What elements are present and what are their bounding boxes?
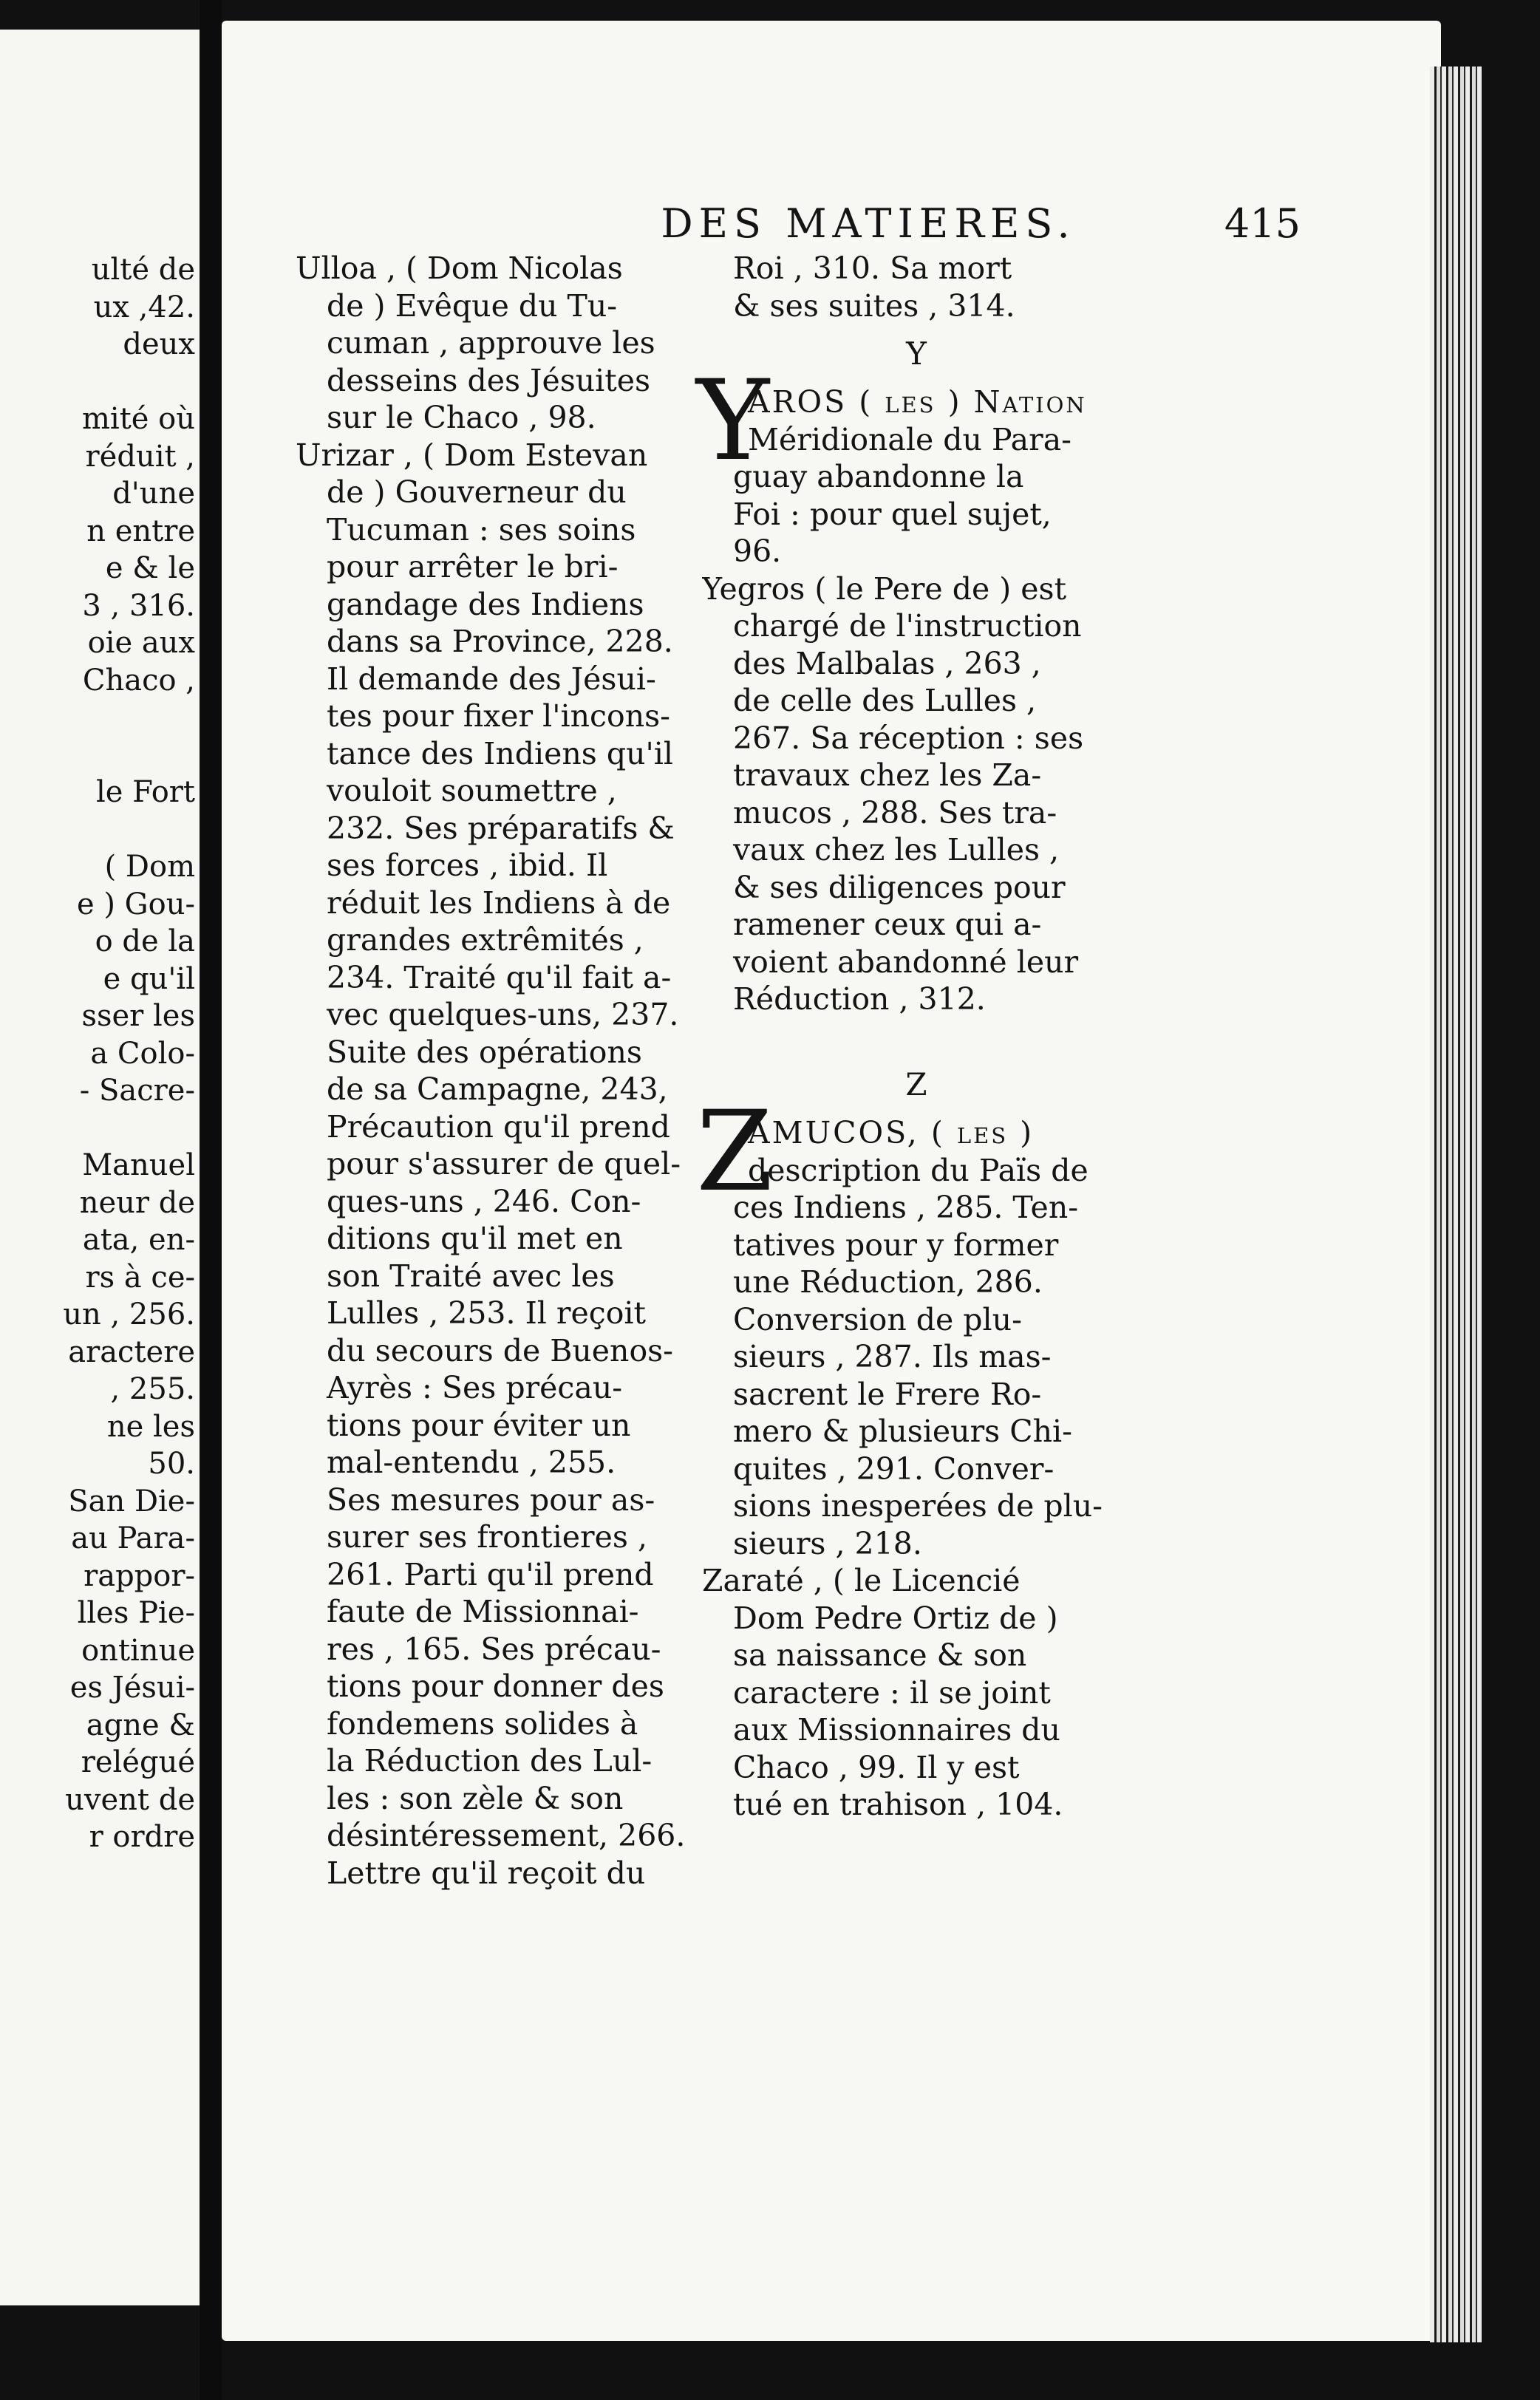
left-page-fragment: d'une — [112, 477, 195, 511]
entry-line: sieurs , 287. Ils mas- — [733, 1339, 1052, 1374]
left-page-fragment: ata, en- — [82, 1223, 195, 1257]
left-page-fragment: agne & — [86, 1708, 195, 1742]
entry-line: Conversion de plu- — [733, 1301, 1022, 1337]
left-page-fragment: - Sacre- — [79, 1074, 195, 1108]
entry-line: tué en trahison , 104. — [733, 1787, 1063, 1822]
entry-line: Réduction , 312. — [733, 981, 986, 1017]
entry-line: Précaution qu'il prend — [327, 1108, 670, 1145]
entry-line: ramener ceux qui a- — [733, 907, 1042, 942]
left-page-fragment: San Die- — [68, 1484, 195, 1518]
entry-line: quites , 291. Conver- — [733, 1450, 1055, 1487]
left-page-fragment: au Para- — [71, 1521, 195, 1555]
entry-line: description du Païs de — [748, 1152, 1088, 1188]
entry-line: Dom Pedre Ortiz de ) — [733, 1600, 1058, 1636]
entry-line: ditions qu'il met en — [327, 1221, 623, 1256]
entry-line: sieurs , 218. — [733, 1525, 922, 1561]
entry-line: 267. Sa réception : ses — [733, 720, 1084, 756]
dropcap-y: Y — [696, 357, 770, 485]
left-page-text-fragments — [18, 251, 195, 1856]
left-page-fragment: sser les — [81, 999, 195, 1033]
section-letter-z: Z — [905, 1066, 927, 1102]
entry-line: Chaco , 99. Il y est — [733, 1749, 1020, 1785]
entry-line: tes pour fixer l'incons- — [327, 698, 670, 734]
entry-line: mucos , 288. Ses tra- — [733, 794, 1057, 831]
left-page-fragment: mité où — [81, 402, 195, 436]
entry-line: la Réduction des Lul- — [327, 1743, 653, 1779]
entry-line: Ses mesures pour as- — [327, 1482, 655, 1518]
entry-line: Il demande des Jésui- — [327, 661, 656, 697]
left-page-fragment — [18, 1110, 195, 1148]
entry-line: tatives pour y former — [733, 1227, 1059, 1263]
section-letter-y: Y — [906, 335, 927, 372]
left-page-fragment: uvent de — [65, 1782, 195, 1817]
left-page-fragment: relégué — [81, 1745, 195, 1779]
left-page-fragment: n entre — [86, 514, 195, 548]
entry-line: son Traité avec les — [327, 1258, 615, 1294]
left-page-fragment — [18, 699, 195, 737]
entry-line: mero & plusieurs Chi- — [733, 1414, 1072, 1449]
entry-line: AROS ( les ) Nation — [748, 384, 1087, 420]
entry-line: guay abandonne la — [733, 459, 1024, 494]
left-page-fragment: ne les — [106, 1409, 195, 1444]
entry-line: les : son zèle & son — [327, 1780, 624, 1816]
entry-line: réduit les Indiens à de — [327, 884, 671, 921]
left-page-fragment: rappor- — [84, 1558, 195, 1593]
entry-line: ces Indiens , 285. Ten- — [733, 1190, 1079, 1225]
left-page-fragment: Chaco , — [82, 663, 195, 698]
entry-line: des Malbalas , 263 , — [733, 645, 1041, 681]
entry-line: de ) Gouverneur du — [327, 474, 627, 510]
entry-line: Méridionale du Para- — [748, 421, 1072, 457]
left-page-fragment: lles Pie- — [77, 1596, 195, 1630]
left-page-fragment — [18, 364, 195, 401]
entry-line: Tucuman : ses soins — [327, 511, 636, 548]
left-page-fragment: ( Dom — [104, 850, 195, 884]
left-page-fragment: oie aux — [87, 626, 195, 660]
entry-line: désintéressement, 266. — [327, 1818, 686, 1853]
entry-line: res , 165. Ses précau- — [327, 1631, 661, 1667]
entry-line: ques-uns , 246. Con- — [327, 1183, 641, 1219]
left-page-fragment: es Jésui- — [69, 1671, 195, 1705]
entry-line: sa naissance & son — [733, 1637, 1027, 1673]
left-facing-page — [0, 30, 202, 2305]
entry-line: cuman , approuve les — [327, 325, 655, 361]
left-page-fragment: , 255. — [110, 1372, 195, 1406]
left-page-fragment: ulté de — [91, 253, 195, 287]
left-page-fragment: 50. — [148, 1447, 195, 1481]
left-page-fragment: le Fort — [95, 775, 195, 809]
entry-line: sacrent le Frere Ro- — [733, 1376, 1042, 1412]
entry-line: desseins des Jésuites — [327, 362, 651, 398]
left-page-fragment: rs à ce- — [85, 1260, 195, 1295]
entry-line: vouloit soumettre , — [327, 773, 617, 808]
left-page-fragment: o de la — [95, 924, 195, 958]
entry-line: Lettre qu'il reçoit du — [327, 1855, 646, 1891]
entry-line: vaux chez les Lulles , — [733, 832, 1060, 867]
entry-line: AMUCOS, ( les ) — [748, 1115, 1035, 1150]
entry-line: chargé de l'instruction — [733, 608, 1082, 644]
entry-line: voient abandonné leur — [733, 944, 1079, 980]
entry-line: Urizar , ( Dom Estevan — [296, 437, 648, 473]
entry-line: 234. Traité qu'il fait a- — [327, 959, 672, 995]
index-entry-yegros — [702, 570, 1308, 1018]
book-gutter — [200, 0, 222, 2400]
entry-line: tions pour éviter un — [327, 1407, 631, 1443]
left-page-fragment: e qu'il — [103, 961, 195, 996]
dropcap-z: Z — [696, 1088, 774, 1216]
entry-line: tance des Indiens qu'il — [327, 735, 674, 771]
entry-line: 261. Parti qu'il prend — [327, 1556, 654, 1592]
left-page-fragment: deux — [123, 327, 195, 361]
entry-line: de ) Evêque du Tu- — [327, 287, 618, 324]
entry-line: mal-entendu , 255. — [327, 1445, 616, 1480]
left-page-fragment: un , 256. — [63, 1298, 195, 1332]
left-page-fragment: réduit , — [85, 439, 195, 474]
entry-line: caractere : il se joint — [733, 1674, 1051, 1711]
left-page-fragment: ontinue — [81, 1633, 195, 1668]
left-page-fragment: e & le — [105, 551, 195, 585]
left-page-fragment: r ordre — [89, 1820, 195, 1854]
left-page-fragment — [18, 811, 195, 849]
entry-line: grandes extrêmités , — [327, 922, 644, 958]
entry-line: de celle des Lulles , — [733, 683, 1037, 718]
index-entry-yaros — [696, 357, 1308, 570]
left-page-fragment — [18, 737, 195, 774]
entry-line: fondemens solides à — [327, 1705, 638, 1742]
entry-line: pour arrêter le bri- — [327, 549, 619, 584]
entry-line: aux Missionnaires du — [733, 1712, 1060, 1748]
entry-line: Ayrès : Ses précau- — [327, 1370, 623, 1405]
entry-line: une Réduction, 286. — [733, 1264, 1043, 1300]
page-edges — [1430, 67, 1482, 2342]
index-entry-zarate — [702, 1562, 1308, 1824]
left-page-fragment: ux ,42. — [93, 290, 195, 324]
entry-line: Foi : pour quel sujet, — [733, 496, 1052, 532]
entry-line: & ses suites , 314. — [733, 287, 1015, 324]
entry-line: Lulles , 253. Il reçoit — [327, 1295, 647, 1331]
left-page-fragment: neur de — [79, 1185, 195, 1220]
entry-line: surer ses frontieres , — [327, 1519, 648, 1555]
entry-line: sions inesperées de plu- — [733, 1488, 1103, 1524]
entry-line: ses forces , ibid. Il — [327, 848, 608, 883]
left-page-fragment: 3 , 316. — [82, 588, 195, 623]
left-page-fragment: a Colo- — [90, 1036, 195, 1071]
entry-line: gandage des Indiens — [327, 586, 644, 622]
entry-line: Ulloa , ( Dom Nicolas — [296, 250, 623, 286]
entry-line: Zaraté , ( le Licencié — [702, 1563, 1021, 1598]
index-page — [222, 21, 1441, 2341]
entry-line: Yegros ( le Pere de ) est — [702, 570, 1067, 607]
page-number: 415 — [1224, 200, 1301, 247]
entry-line: pour s'assurer de quel- — [327, 1146, 681, 1182]
entry-line: vec quelques-uns, 237. — [327, 997, 679, 1032]
entry-line: 96. — [733, 533, 782, 569]
left-page-fragment: Manuel — [82, 1148, 195, 1182]
entry-line: travaux chez les Za- — [733, 757, 1042, 793]
entry-line: 232. Ses préparatifs & — [327, 810, 675, 846]
entry-line: dans sa Province, 228. — [327, 624, 673, 659]
index-entry-zamucos — [696, 1088, 1308, 1562]
entry-line: Roi , 310. Sa mort — [733, 250, 1012, 286]
running-title: DES MATIERES. — [661, 200, 1076, 247]
entry-line: de sa Campagne, 243, — [327, 1071, 668, 1107]
entry-line: Suite des opérations — [327, 1034, 642, 1070]
entry-line: du secours de Buenos- — [327, 1332, 674, 1368]
right-column — [696, 250, 1308, 1824]
entry-line: faute de Missionnai- — [327, 1594, 639, 1629]
entry-line: sur le Chaco , 98. — [327, 400, 596, 435]
entry-line: & ses diligences pour — [733, 869, 1066, 905]
left-page-fragment: aractere — [68, 1334, 195, 1369]
entry-line: tions pour donner des — [327, 1668, 664, 1704]
entry-continuation — [702, 250, 1308, 324]
left-page-fragment: e ) Gou- — [76, 887, 195, 921]
